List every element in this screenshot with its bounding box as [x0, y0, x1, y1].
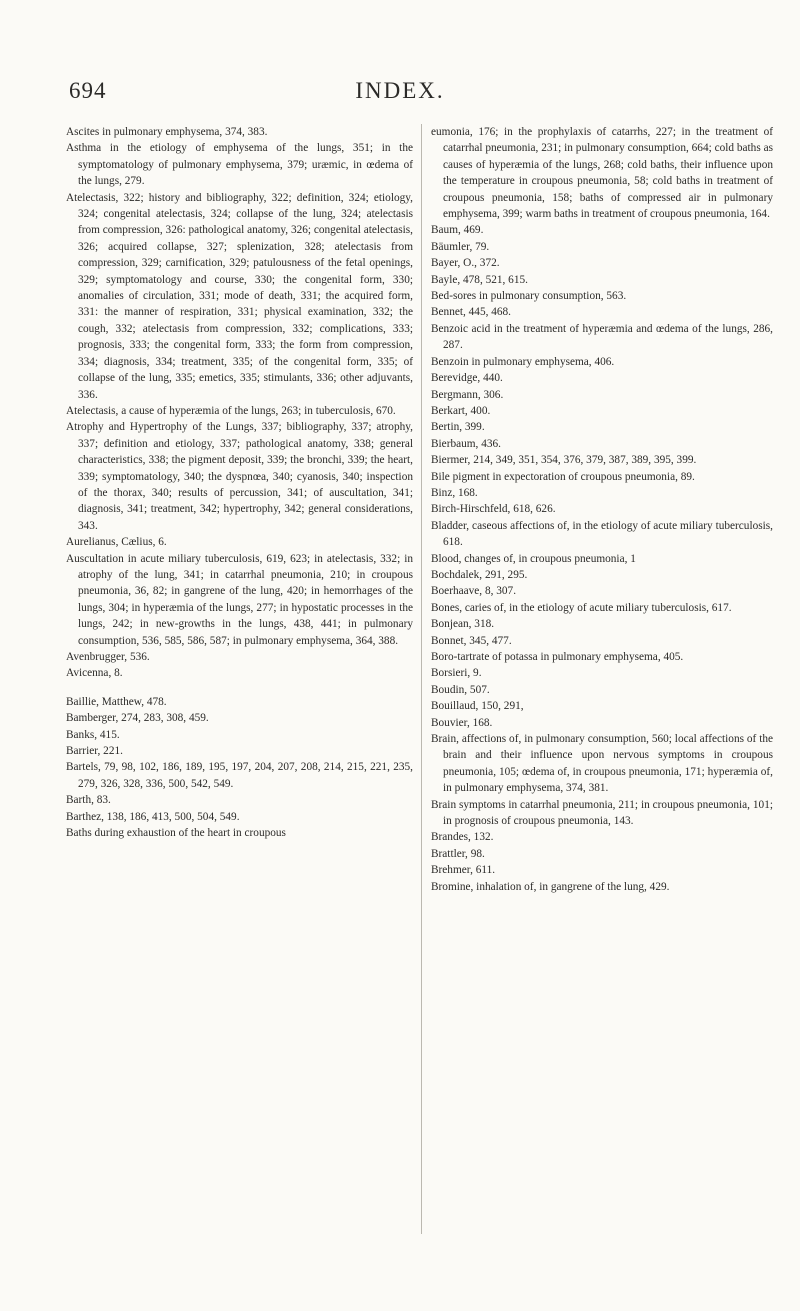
index-entry: Asthma in the etiology of emphysema of the lungs, 351; in the symptomatology of pulmonary emphysema, 379; uræmic, in œdema of the lungs, 279. [66, 142, 413, 188]
index-entry: Benzoic acid in the treatment of hyperæmia and œdema of the lungs, 286, 287. [431, 322, 773, 352]
index-entry: Bayer, O., 372. [431, 257, 500, 270]
index-entry: Bouillaud, 150, 291, [431, 700, 524, 713]
index-entry: Bile pigment in expectoration of croupous pneumonia, 89. [431, 470, 695, 483]
index-entry: Bierbaum, 436. [431, 437, 501, 450]
right-index-column [431, 124, 773, 895]
index-entry: Borsieri, 9. [431, 667, 482, 680]
index-entry: Berkart, 400. [431, 404, 491, 417]
index-entry: Bonnet, 345, 477. [431, 634, 512, 647]
index-entry: Auscultation in acute miliary tuberculosis, 619, 623; in atelectasis, 332; in atrophy of the lung, 341; in catarrhal pneumonia, 210; in croupous pneumonia, 36, 82; in gangrene of the lung, 420; in hemorrhages of the lungs, 304; in hyperæmia of the lungs, 277; in hypostatic processes in the lungs, 242; in new-growths in the lungs, 438, 441; in pulmonary consumption, 536, 585, 586, 587; in pulmonary emphysema, 364, 388. [66, 552, 413, 647]
index-entry: Baths during exhaustion of the heart in croupous [66, 827, 286, 840]
index-entry: Bochdalek, 291, 295. [431, 568, 528, 581]
index-entry: Ascites in pulmonary emphysema, 374, 383. [66, 126, 268, 138]
index-entry: Bonjean, 318. [431, 618, 495, 631]
index-entry: Bed-sores in pulmonary consumption, 563. [431, 290, 627, 303]
page-number: 694 [69, 78, 107, 103]
index-entry: Bäumler, 79. [431, 240, 490, 253]
index-entry: Baum, 469. [431, 224, 484, 237]
index-entry: Birch-Hirschfeld, 618, 626. [431, 503, 556, 516]
index-entry: Baillie, Matthew, 478. [66, 695, 167, 708]
index-entry: Bergmann, 306. [431, 388, 504, 401]
column-divider [421, 124, 422, 1234]
index-entry: Atelectasis, a cause of hyperæmia of the lungs, 263; in tuberculosis, 670. [66, 404, 396, 417]
index-entry: Benzoin in pulmonary emphysema, 406. [431, 355, 615, 368]
index-entry: Bertin, 399. [431, 421, 485, 434]
index-entry: Bromine, inhalation of, in gangrene of the lung, 429. [431, 880, 670, 893]
index-entry: Bamberger, 274, 283, 308, 459. [66, 712, 209, 725]
left-index-column [66, 124, 413, 841]
index-entry: Brain symptoms in catarrhal pneumonia, 211; in croupous pneumonia, 101; in prognosis of croupous pneumonia, 143. [431, 798, 773, 828]
index-entry: Berevidge, 440. [431, 372, 503, 385]
index-entry: Barth, 83. [66, 794, 111, 807]
index-entry: Bouvier, 168. [431, 716, 493, 729]
index-entry: Barrier, 221. [66, 745, 123, 758]
index-entry: eumonia, 176; in the prophylaxis of catarrhs, 227; in the treatment of catarrhal pneumonia, 231; in pulmonary consumption, 664; cold baths as causes of hyperæmia of the lungs, 268; cold baths, their influence upon the temperature in croupous pneumonia, 58; cold baths in treatment of croupous pneumonia, 158; baths of compressed air in pulmonary emphysema, 399; warm baths in treatment of croupous pneumonia, 164. [431, 126, 773, 221]
index-entry: Boerhaave, 8, 307. [431, 585, 517, 598]
index-entry: Bayle, 478, 521, 615. [431, 273, 528, 286]
index-entry: Bones, caries of, in the etiology of acute miliary tuberculosis, 617. [431, 601, 732, 614]
index-entry: Atrophy and Hypertrophy of the Lungs, 337; bibliography, 337; atrophy, 337; definition and etiology, 337; pathological anatomy, 338; general characteristics, 338; the pigment deposit, 339; the bronchi, 339; the heart, 339; symptomatology, 340; the dyspnœa, 340; cyanosis, 340; inspection of the thorax, 340; results of percussion, 341; of auscultation, 341; diagnosis, 341; treatment, 342; hypertrophy, 342; general considerations, 343. [66, 421, 413, 532]
index-entry: Bartels, 79, 98, 102, 186, 189, 195, 197, 204, 207, 208, 214, 215, 221, 235, 279, 326, 328, 336, 500, 542, 549. [66, 761, 413, 790]
index-entry: Brattler, 98. [431, 847, 485, 860]
index-entry: Avenbrugger, 536. [66, 651, 150, 663]
running-head: INDEX. [355, 78, 445, 103]
index-entry: Binz, 168. [431, 486, 478, 499]
index-entry: Avicenna, 8. [66, 667, 123, 680]
index-entry: Brandes, 132. [431, 831, 494, 844]
index-entry: Brain, affections of, in pulmonary consumption, 560; local affections of the brain and their influence upon nervous symptoms in croupous pneumonia, 105; œdema of, in croupous pneumonia, 171; hyperæmia of, in pulmonary emphysema, 374, 381. [431, 733, 773, 795]
index-entry: Bladder, caseous affections of, in the etiology of acute miliary tuberculosis, 618. [431, 519, 773, 549]
index-entry: Bennet, 445, 468. [431, 306, 512, 319]
index-entry: Blood, changes of, in croupous pneumonia, 1 [431, 552, 636, 565]
section-gap [66, 682, 413, 694]
index-entry: Banks, 415. [66, 728, 120, 741]
index-entry: Boro-tartrate of potassa in pulmonary emphysema, 405. [431, 651, 684, 663]
index-entry: Boudin, 507. [431, 683, 490, 696]
index-entry: Biermer, 214, 349, 351, 354, 376, 379, 387, 389, 395, 399. [431, 454, 697, 467]
index-entry: Atelectasis, 322; history and bibliography, 322; definition, 324; etiology, 324; congenital atelectasis, 324; collapse of the lung, 324; atelectasis from compression, 326: pathological anatomy, 326; congenital atelectasis, 326; acquired collapse, 327; splenization, 328; atelectasis from compression, 329; carnification, 329; patulousness of the fetal openings, 329; symptomatology and course, 330; the congenital form, 330; anomalies of circulation, 331; mode of death, 331; the acquired form, 331: the manner of respiration, 331; physical examination, 332; the cough, 332; atelectasis from compression, 332; complications, 333; prognosis, 333; the congenital form, 333; the form from compression, 334; diagnosis, 334; treatment, 335; of the congenital form, 335; of collapse of the lung, 335; emetics, 335; stimulants, 336; other adjuvants, 336. [66, 191, 413, 401]
index-entry: Barthez, 138, 186, 413, 500, 504, 549. [66, 810, 240, 823]
index-entry: Aurelianus, Cælius, 6. [66, 536, 167, 549]
index-entry: Brehmer, 611. [431, 864, 496, 877]
